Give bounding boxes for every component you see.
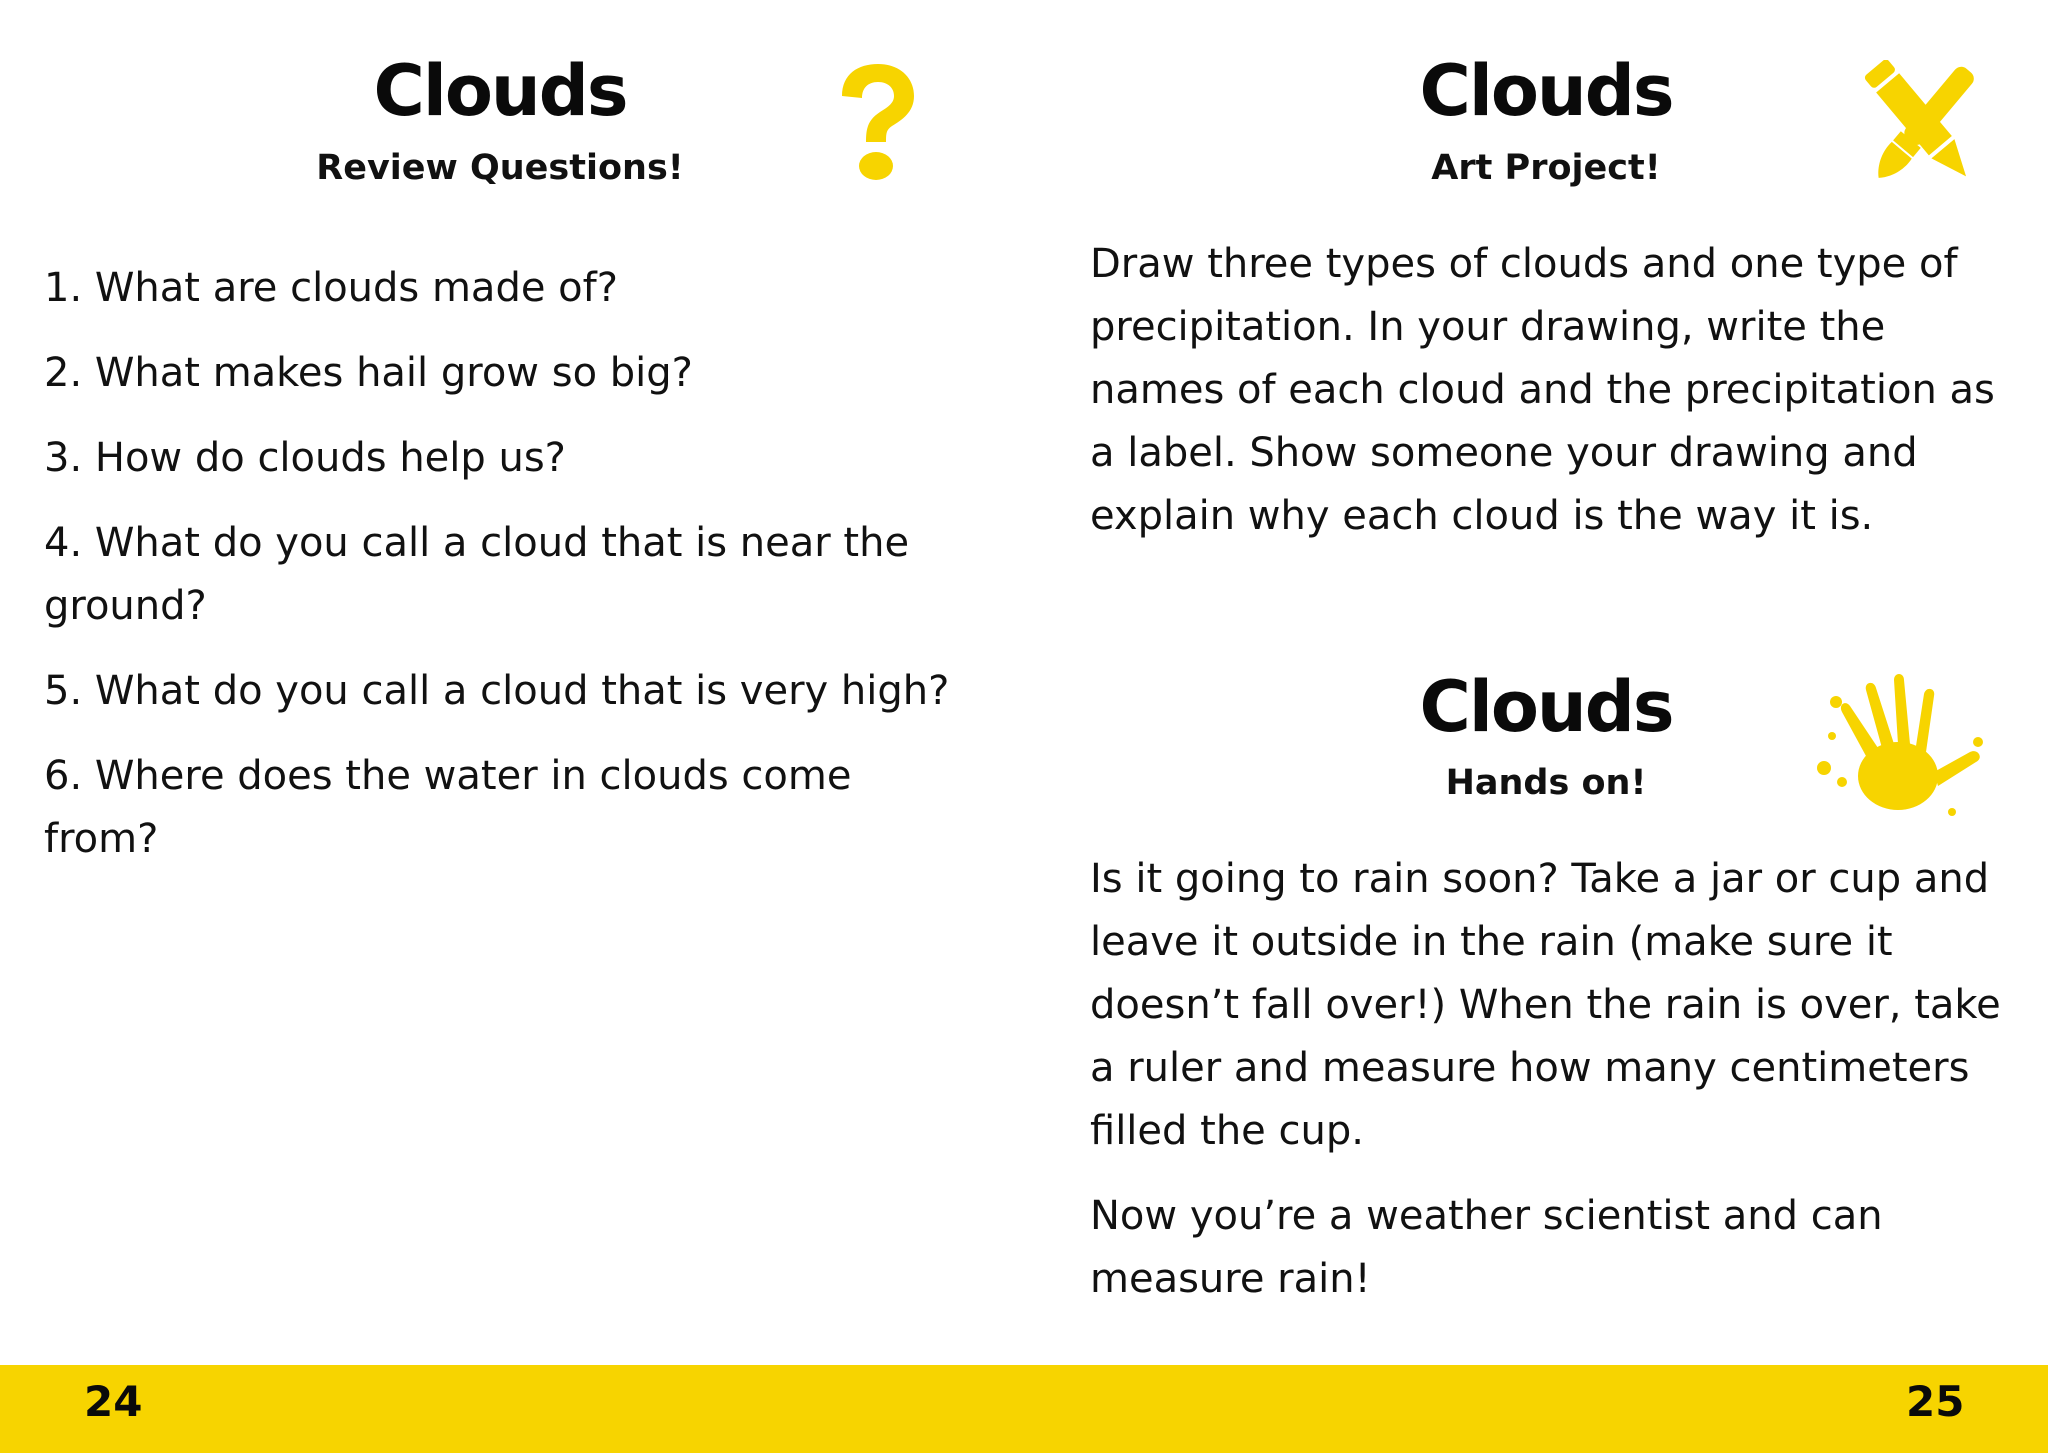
art-title: Clouds (1419, 50, 1673, 132)
art-project-text: Draw three types of clouds and one type of precipitation. In your drawing, write the names of each cloud and the precipitation as a label. Show someone your drawing and explain why each cloud is the way it is. (1090, 241, 1995, 539)
art-subtitle: Art Project! (1431, 148, 1661, 188)
question-item: 6. Where does the water in clouds come from? (44, 753, 852, 862)
review-subtitle: Review Questions! (316, 148, 684, 188)
left-page (0, 0, 1024, 1365)
question-item: 2. What makes hail grow so big? (44, 350, 693, 396)
right-page (1024, 0, 2048, 1365)
question-mark-icon (832, 62, 920, 186)
question-item: 3. How do clouds help us? (44, 435, 566, 481)
review-question-list (44, 257, 974, 893)
hands-on-title: Clouds (1419, 666, 1673, 748)
hands-on-text (1090, 848, 2030, 1333)
question-item: 5. What do you call a cloud that is very high? (44, 668, 950, 714)
pencil-and-paintbrush-icon (1848, 60, 1998, 190)
question-item: 1. What are clouds made of? (44, 265, 618, 311)
footer-bar (0, 1365, 2048, 1453)
handprint-icon (1802, 672, 1992, 822)
page-number-left: 24 (84, 1377, 143, 1426)
review-title: Clouds (373, 50, 627, 132)
page-number-right: 25 (1906, 1377, 1965, 1426)
question-item: 4. What do you call a cloud that is near the ground? (44, 520, 910, 629)
hands-on-subtitle: Hands on! (1445, 763, 1647, 803)
hands-on-paragraph: Now you’re a weather scientist and can measure rain! (1090, 1193, 1883, 1302)
hands-on-paragraph: Is it going to rain soon? Take a jar or cup and leave it outside in the rain (make sure it doesn’t fall over!) When the rain is over, take a ruler and measure how many centimeters filled the cup. (1090, 856, 2001, 1154)
